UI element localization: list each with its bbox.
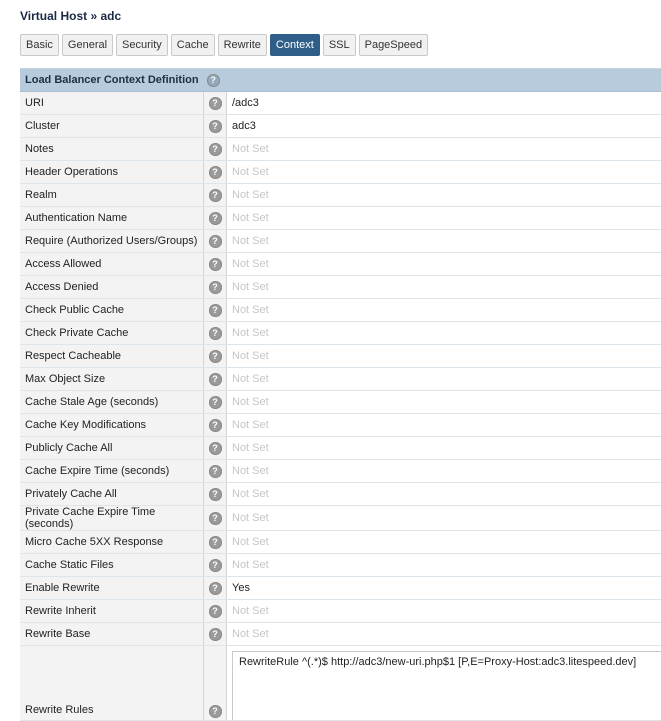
help-icon[interactable]: ?	[209, 235, 222, 248]
help-icon[interactable]: ?	[209, 258, 222, 271]
row-value[interactable]: Not Set	[227, 299, 661, 322]
help-cell	[204, 531, 227, 554]
row-value[interactable]: Not Set	[227, 483, 661, 506]
table-row	[20, 460, 661, 483]
help-cell	[204, 460, 227, 483]
table-row	[20, 299, 661, 322]
row-label: Cache Key Modifications	[20, 414, 204, 437]
row-label: Respect Cacheable	[20, 345, 204, 368]
row-label: Access Allowed	[20, 253, 204, 276]
page-title: Virtual Host » adc	[20, 9, 121, 23]
table-row	[20, 506, 661, 531]
row-value[interactable]: Not Set	[227, 345, 661, 368]
table-row	[20, 483, 661, 506]
context-definition-panel	[20, 68, 661, 721]
help-cell	[204, 554, 227, 577]
tab-rewrite[interactable]: Rewrite	[218, 34, 267, 56]
table-row	[20, 368, 661, 391]
help-cell	[204, 92, 227, 115]
row-value[interactable]: Not Set	[227, 276, 661, 299]
help-icon[interactable]: ?	[209, 304, 222, 317]
row-label: Cluster	[20, 115, 204, 138]
row-label: Header Operations	[20, 161, 204, 184]
row-value[interactable]: Not Set	[227, 437, 661, 460]
help-cell	[204, 322, 227, 345]
help-cell	[204, 437, 227, 460]
row-label: Cache Stale Age (seconds)	[20, 391, 204, 414]
table-row	[20, 230, 661, 253]
row-label: Check Public Cache	[20, 299, 204, 322]
row-value[interactable]: Not Set	[227, 391, 661, 414]
settings-table	[20, 92, 661, 721]
row-value[interactable]: Not Set	[227, 600, 661, 623]
help-icon[interactable]: ?	[209, 605, 222, 618]
tab-pagespeed[interactable]: PageSpeed	[359, 34, 429, 56]
table-row	[20, 322, 661, 345]
help-icon[interactable]: ?	[209, 143, 222, 156]
row-label: Authentication Name	[20, 207, 204, 230]
help-icon[interactable]: ?	[209, 705, 222, 718]
row-value[interactable]: Not Set	[227, 161, 661, 184]
row-value[interactable]: Not Set	[227, 460, 661, 483]
help-cell	[204, 230, 227, 253]
row-value[interactable]: Yes	[227, 577, 661, 600]
table-row	[20, 391, 661, 414]
help-icon[interactable]: ?	[209, 582, 222, 595]
table-row	[20, 115, 661, 138]
help-cell	[204, 600, 227, 623]
help-cell	[204, 253, 227, 276]
row-value[interactable]: Not Set	[227, 184, 661, 207]
row-value[interactable]: /adc3	[227, 92, 661, 115]
help-cell	[204, 138, 227, 161]
help-cell	[204, 483, 227, 506]
rewrite-rules-value[interactable]: RewriteRule ^(.*)$ http://adc3/new-uri.php$1 [P,E=Proxy-Host:adc3.litespeed.dev]	[232, 651, 661, 720]
row-value[interactable]: Not Set	[227, 230, 661, 253]
help-icon[interactable]: ?	[209, 488, 222, 501]
help-cell	[204, 646, 227, 721]
table-row	[20, 92, 661, 115]
help-icon[interactable]: ?	[209, 628, 222, 641]
row-label: Check Private Cache	[20, 322, 204, 345]
help-icon[interactable]: ?	[209, 512, 222, 525]
tab-basic[interactable]: Basic	[20, 34, 59, 56]
table-row	[20, 531, 661, 554]
table-row	[20, 414, 661, 437]
row-value[interactable]: Not Set	[227, 253, 661, 276]
help-cell	[204, 345, 227, 368]
table-row	[20, 253, 661, 276]
row-label: Rewrite Rules	[20, 646, 204, 721]
help-icon[interactable]: ?	[209, 465, 222, 478]
row-label: Require (Authorized Users/Groups)	[20, 230, 204, 253]
help-cell	[204, 577, 227, 600]
help-icon[interactable]: ?	[209, 281, 222, 294]
help-cell	[204, 161, 227, 184]
help-icon[interactable]: ?	[207, 74, 220, 87]
panel-header	[20, 69, 661, 92]
help-cell	[204, 299, 227, 322]
row-label: Access Denied	[20, 276, 204, 299]
table-row	[20, 161, 661, 184]
row-label: Enable Rewrite	[20, 577, 204, 600]
row-value[interactable]: Not Set	[227, 322, 661, 345]
panel-title: Load Balancer Context Definition	[25, 74, 199, 86]
tab-security[interactable]: Security	[116, 34, 168, 56]
row-label: Notes	[20, 138, 204, 161]
table-row	[20, 600, 661, 623]
tab-general[interactable]: General	[62, 34, 113, 56]
help-cell	[204, 414, 227, 437]
help-icon[interactable]: ?	[209, 419, 222, 432]
help-cell	[204, 276, 227, 299]
table-row	[20, 207, 661, 230]
row-value[interactable]: adc3	[227, 115, 661, 138]
table-row	[20, 554, 661, 577]
row-label: Rewrite Base	[20, 623, 204, 646]
rewrite-rules-cell	[227, 646, 661, 721]
help-icon[interactable]: ?	[209, 442, 222, 455]
table-row	[20, 345, 661, 368]
tab-context[interactable]: Context	[270, 34, 320, 56]
tab-bar	[20, 34, 428, 56]
help-cell	[204, 506, 227, 531]
row-value[interactable]: Not Set	[227, 531, 661, 554]
tab-ssl[interactable]: SSL	[323, 34, 356, 56]
row-label: Cache Static Files	[20, 554, 204, 577]
help-cell	[204, 115, 227, 138]
row-value[interactable]: Not Set	[227, 554, 661, 577]
row-value[interactable]: Not Set	[227, 506, 661, 531]
table-row	[20, 138, 661, 161]
row-label: Private Cache Expire Time (seconds)	[20, 506, 204, 531]
help-icon[interactable]: ?	[209, 120, 222, 133]
help-icon[interactable]: ?	[209, 559, 222, 572]
row-label: Micro Cache 5XX Response	[20, 531, 204, 554]
row-value[interactable]: Not Set	[227, 138, 661, 161]
help-icon[interactable]: ?	[209, 536, 222, 549]
help-icon[interactable]: ?	[209, 97, 222, 110]
table-row	[20, 623, 661, 646]
row-label: URI	[20, 92, 204, 115]
row-value[interactable]: Not Set	[227, 623, 661, 646]
help-icon[interactable]: ?	[209, 373, 222, 386]
row-label: Cache Expire Time (seconds)	[20, 460, 204, 483]
table-row	[20, 437, 661, 460]
help-cell	[204, 207, 227, 230]
help-cell	[204, 623, 227, 646]
row-value[interactable]: Not Set	[227, 207, 661, 230]
help-icon[interactable]: ?	[209, 166, 222, 179]
row-value[interactable]: Not Set	[227, 414, 661, 437]
help-cell	[204, 184, 227, 207]
help-icon[interactable]: ?	[209, 189, 222, 202]
row-label: Rewrite Inherit	[20, 600, 204, 623]
help-icon[interactable]: ?	[209, 212, 222, 225]
row-label: Max Object Size	[20, 368, 204, 391]
tab-cache[interactable]: Cache	[171, 34, 215, 56]
help-cell	[204, 391, 227, 414]
table-row	[20, 184, 661, 207]
table-row	[20, 577, 661, 600]
help-icon[interactable]: ?	[209, 350, 222, 363]
row-label: Privately Cache All	[20, 483, 204, 506]
help-icon[interactable]: ?	[209, 396, 222, 409]
table-row	[20, 276, 661, 299]
help-icon[interactable]: ?	[209, 327, 222, 340]
help-cell	[204, 368, 227, 391]
row-label: Realm	[20, 184, 204, 207]
row-label: Publicly Cache All	[20, 437, 204, 460]
row-value[interactable]: Not Set	[227, 368, 661, 391]
table-row	[20, 646, 661, 721]
